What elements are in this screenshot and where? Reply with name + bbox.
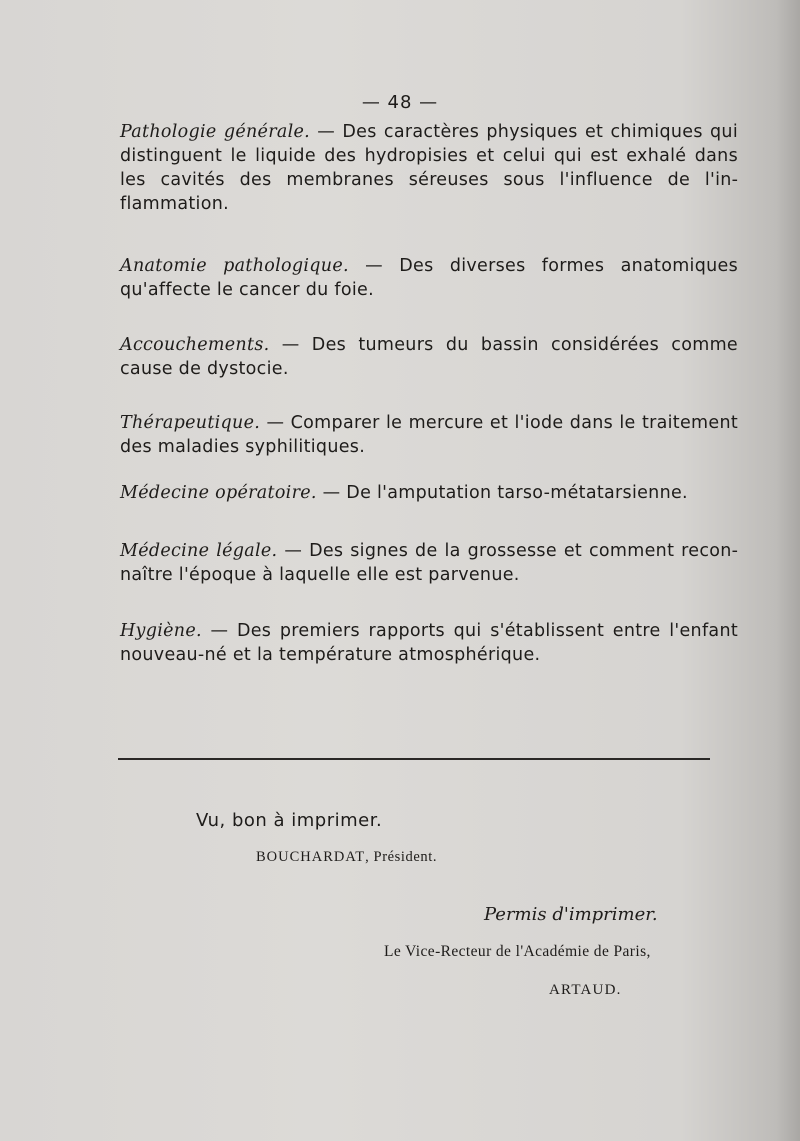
- section-accouchements: [120, 333, 738, 381]
- section-therapeutique: [120, 411, 738, 459]
- section-label: Médecine opératoire.: [120, 483, 317, 503]
- section-medecine-operatoire: [120, 481, 738, 505]
- section-pathologie-generale: [120, 120, 738, 216]
- section-text: — Des diverses formes anatomiques qu'affecte le cancer du foie.: [120, 256, 738, 300]
- section-text: — Comparer le mercure et l'iode dans le traitement des maladies syphilitiques.: [120, 413, 738, 457]
- section-text: — Des tumeurs du bassin considérées comme cause de dystocie.: [120, 335, 738, 379]
- president-title: , Président.: [365, 849, 438, 865]
- section-label: Pathologie générale.: [120, 122, 311, 142]
- page-number: — 48 —: [361, 92, 439, 113]
- vice-recteur-line: Le Vice-Recteur de l'Académie de Paris,: [384, 943, 651, 960]
- president-signature-line: [256, 849, 437, 866]
- section-label: Médecine légale.: [120, 541, 278, 561]
- section-text: — De l'amputation tarso-métatarsienne.: [316, 483, 688, 503]
- section-label: Anatomie pathologique.: [120, 256, 349, 276]
- section-label: Thérapeutique.: [120, 413, 261, 433]
- section-anatomie-pathologique: [120, 254, 738, 302]
- section-label: Hygiène.: [120, 621, 202, 641]
- section-text: — Des signes de la grossesse et comment reconnaître l'époque à laquelle elle est parvenue.: [120, 541, 738, 585]
- permis-imprimer: Permis d'imprimer.: [484, 904, 658, 925]
- recteur-name: ARTAUD.: [549, 982, 622, 998]
- president-name: BOUCHARDAT: [256, 849, 366, 865]
- section-text: — Des premiers rapports qui s'établissent entre l'enfant nouveau-né et la température atmosphérique.: [120, 621, 738, 665]
- section-medecine-legale: [120, 539, 738, 587]
- horizontal-rule: [118, 758, 710, 760]
- section-hygiene: [120, 619, 738, 667]
- section-label: Accouchements.: [120, 335, 270, 355]
- section-text: — Des caractères physiques et chimiques qui distinguent le liquide des hydropisies et celui qui est exhalé dans les cavités des membranes séreuses sous l'influence de l'inflammation.: [120, 122, 738, 214]
- approval-vu: Vu, bon à imprimer.: [196, 810, 383, 831]
